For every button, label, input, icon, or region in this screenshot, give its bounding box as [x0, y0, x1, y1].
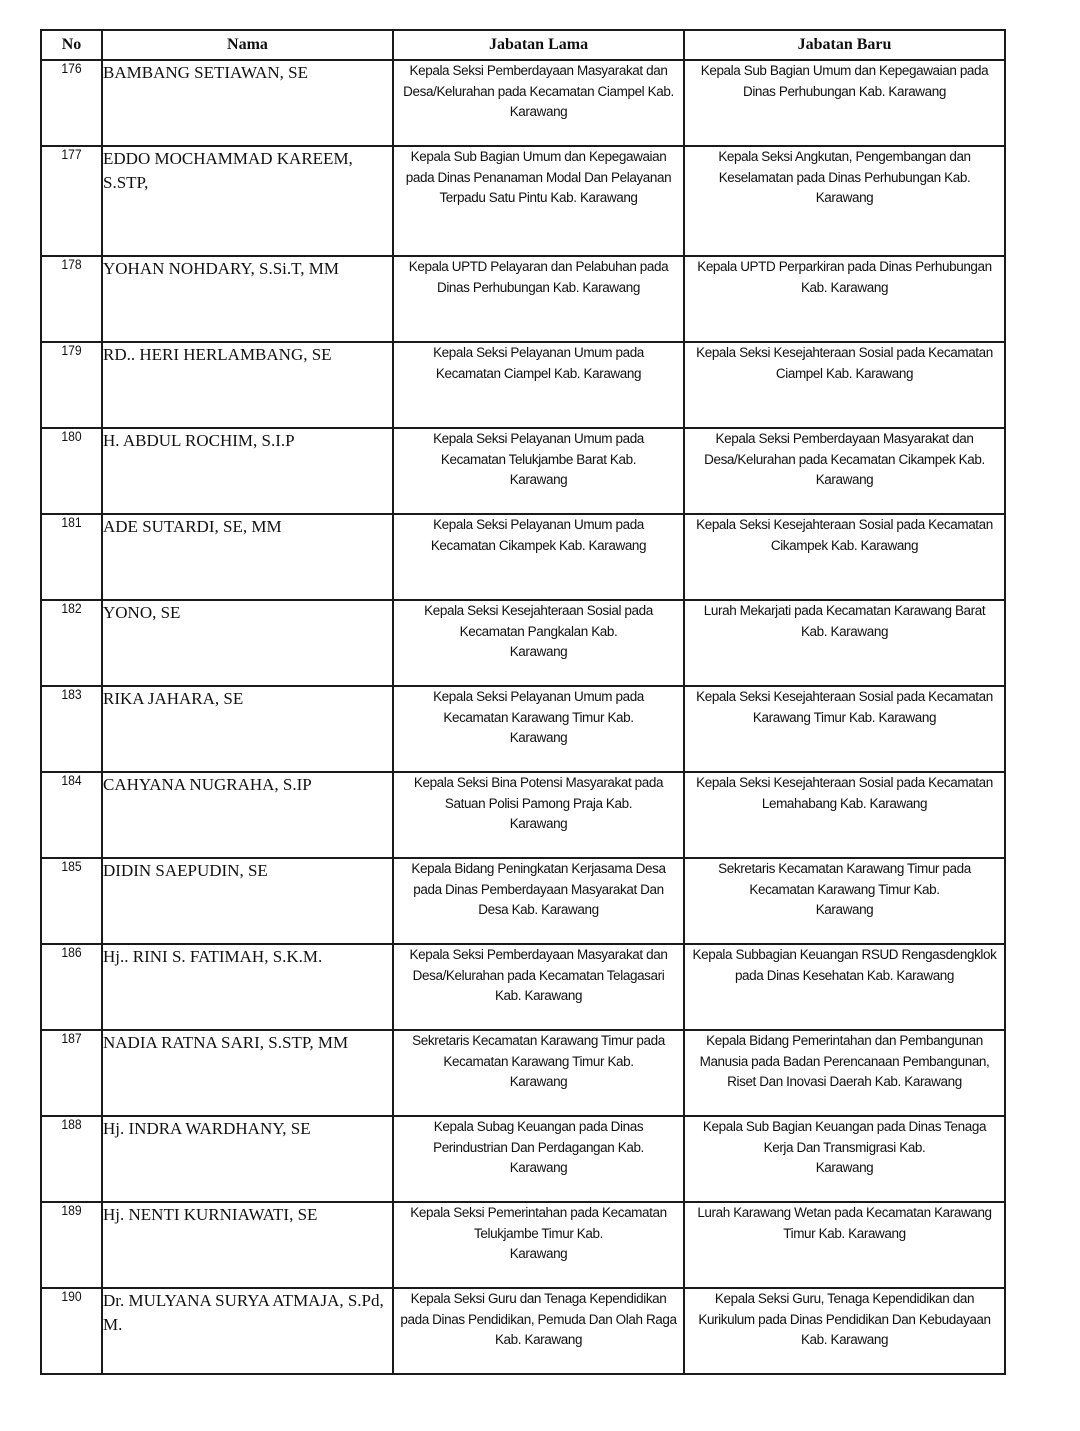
cell-no: 184 — [44, 772, 99, 858]
cell-no: 181 — [44, 514, 99, 600]
table-row — [41, 1202, 1005, 1288]
cell-jabatan-baru: Lurah Mekarjati pada Kecamatan Karawang Barat Kab. Karawang — [684, 600, 1005, 686]
cell-no: 183 — [44, 686, 99, 772]
cell-jabatan-baru: Kepala Seksi Kesejahteraan Sosial pada Kecamatan Lemahabang Kab. Karawang — [684, 772, 1005, 858]
cell-nama: BAMBANG SETIAWAN, SE — [102, 60, 393, 146]
header-nama: Nama — [102, 30, 393, 60]
cell-nama: EDDO MOCHAMMAD KAREEM, S.STP, — [102, 146, 393, 256]
cell-jabatan-lama: Kepala Seksi Pemberdayaan Masyarakat dan Desa/Kelurahan pada Kecamatan Telagasari Kab. Karawang — [393, 944, 684, 1030]
cell-nama: CAHYANA NUGRAHA, S.IP — [102, 772, 393, 858]
cell-jabatan-lama: Sekretaris Kecamatan Karawang Timur pada Kecamatan Karawang Timur Kab. Karawang — [393, 1030, 684, 1116]
header-no: No — [41, 30, 102, 60]
cell-jabatan-lama: Kepala Seksi Guru dan Tenaga Kependidikan pada Dinas Pendidikan, Pemuda Dan Olah Raga Kab. Karawang — [393, 1288, 684, 1374]
cell-no: 187 — [44, 1030, 99, 1116]
table-row — [41, 1288, 1005, 1374]
cell-jabatan-lama: Kepala Sub Bagian Umum dan Kepegawaian pada Dinas Penanaman Modal Dan Pelayanan Terpadu Satu Pintu Kab. Karawang — [393, 146, 684, 256]
cell-no: 190 — [44, 1288, 99, 1374]
cell-jabatan-lama: Kepala Seksi Bina Potensi Masyarakat pada Satuan Polisi Pamong Praja Kab. Karawang — [393, 772, 684, 858]
cell-jabatan-baru: Kepala Bidang Pemerintahan dan Pembangunan Manusia pada Badan Perencanaan Pembangunan, Riset Dan Inovasi Daerah Kab. Karawang — [684, 1030, 1005, 1116]
table-row — [41, 256, 1005, 342]
cell-jabatan-baru: Kepala Seksi Kesejahteraan Sosial pada Kecamatan Cikampek Kab. Karawang — [684, 514, 1005, 600]
table-header-row — [41, 30, 1005, 60]
cell-no: 189 — [44, 1202, 99, 1288]
table-row — [41, 1116, 1005, 1202]
cell-jabatan-baru: Kepala Seksi Kesejahteraan Sosial pada Kecamatan Ciampel Kab. Karawang — [684, 342, 1005, 428]
cell-jabatan-baru: Kepala Seksi Pemberdayaan Masyarakat dan Desa/Kelurahan pada Kecamatan Cikampek Kab. Karawang — [684, 428, 1005, 514]
cell-no: 179 — [44, 342, 99, 428]
cell-no: 178 — [44, 256, 99, 342]
cell-jabatan-lama: Kepala Seksi Kesejahteraan Sosial pada Kecamatan Pangkalan Kab. Karawang — [393, 600, 684, 686]
table-row — [41, 1030, 1005, 1116]
cell-jabatan-baru: Sekretaris Kecamatan Karawang Timur pada Kecamatan Karawang Timur Kab. Karawang — [684, 858, 1005, 944]
cell-jabatan-baru: Kepala Sub Bagian Keuangan pada Dinas Tenaga Kerja Dan Transmigrasi Kab. Karawang — [684, 1116, 1005, 1202]
cell-nama: RIKA JAHARA, SE — [102, 686, 393, 772]
table-row — [41, 686, 1005, 772]
table-row — [41, 600, 1005, 686]
cell-no: 182 — [44, 600, 99, 686]
cell-nama: RD.. HERI HERLAMBANG, SE — [102, 342, 393, 428]
table-row — [41, 342, 1005, 428]
cell-no: 188 — [44, 1116, 99, 1202]
cell-jabatan-lama: Kepala Seksi Pelayanan Umum pada Kecamatan Ciampel Kab. Karawang — [393, 342, 684, 428]
cell-nama: NADIA RATNA SARI, S.STP, MM — [102, 1030, 393, 1116]
table-row — [41, 858, 1005, 944]
cell-nama: ADE SUTARDI, SE, MM — [102, 514, 393, 600]
table-row — [41, 146, 1005, 256]
table-row — [41, 772, 1005, 858]
cell-jabatan-lama: Kepala Subag Keuangan pada Dinas Perindustrian Dan Perdagangan Kab. Karawang — [393, 1116, 684, 1202]
cell-jabatan-baru: Lurah Karawang Wetan pada Kecamatan Karawang Timur Kab. Karawang — [684, 1202, 1005, 1288]
cell-jabatan-baru: Kepala Seksi Angkutan, Pengembangan dan Keselamatan pada Dinas Perhubungan Kab. Karawang — [684, 146, 1005, 256]
table-row — [41, 428, 1005, 514]
cell-jabatan-baru: Kepala Sub Bagian Umum dan Kepegawaian pada Dinas Perhubungan Kab. Karawang — [684, 60, 1005, 146]
cell-jabatan-lama: Kepala Seksi Pemberdayaan Masyarakat dan Desa/Kelurahan pada Kecamatan Ciampel Kab. Karawang — [393, 60, 684, 146]
position-transfer-table — [40, 29, 1006, 1375]
cell-jabatan-lama: Kepala Seksi Pelayanan Umum pada Kecamatan Telukjambe Barat Kab. Karawang — [393, 428, 684, 514]
cell-nama: Hj. INDRA WARDHANY, SE — [102, 1116, 393, 1202]
table-row — [41, 514, 1005, 600]
cell-jabatan-baru: Kepala Subbagian Keuangan RSUD Rengasdengklok pada Dinas Kesehatan Kab. Karawang — [684, 944, 1005, 1030]
cell-nama: Hj. NENTI KURNIAWATI, SE — [102, 1202, 393, 1288]
cell-no: 180 — [44, 428, 99, 514]
table-row — [41, 944, 1005, 1030]
cell-jabatan-baru: Kepala UPTD Perparkiran pada Dinas Perhubungan Kab. Karawang — [684, 256, 1005, 342]
cell-nama: Dr. MULYANA SURYA ATMAJA, S.Pd, M. — [102, 1288, 393, 1374]
cell-nama: H. ABDUL ROCHIM, S.I.P — [102, 428, 393, 514]
cell-nama: DIDIN SAEPUDIN, SE — [102, 858, 393, 944]
cell-jabatan-lama: Kepala Seksi Pelayanan Umum pada Kecamatan Cikampek Kab. Karawang — [393, 514, 684, 600]
cell-no: 176 — [44, 60, 99, 146]
cell-jabatan-lama: Kepala UPTD Pelayaran dan Pelabuhan pada Dinas Perhubungan Kab. Karawang — [393, 256, 684, 342]
cell-nama: YONO, SE — [102, 600, 393, 686]
cell-jabatan-baru: Kepala Seksi Guru, Tenaga Kependidikan dan Kurikulum pada Dinas Pendidikan Dan Kebudayaan Kab. Karawang — [684, 1288, 1005, 1374]
cell-no: 186 — [44, 944, 99, 1030]
cell-nama: Hj.. RINI S. FATIMAH, S.K.M. — [102, 944, 393, 1030]
header-jabatan-lama: Jabatan Lama — [393, 30, 684, 60]
cell-jabatan-baru: Kepala Seksi Kesejahteraan Sosial pada Kecamatan Karawang Timur Kab. Karawang — [684, 686, 1005, 772]
table-row — [41, 60, 1005, 146]
cell-no: 185 — [44, 858, 99, 944]
cell-jabatan-lama: Kepala Seksi Pemerintahan pada Kecamatan Telukjambe Timur Kab. Karawang — [393, 1202, 684, 1288]
cell-jabatan-lama: Kepala Bidang Peningkatan Kerjasama Desa pada Dinas Pemberdayaan Masyarakat Dan Desa Kab. Karawang — [393, 858, 684, 944]
cell-no: 177 — [44, 146, 99, 256]
header-jabatan-baru: Jabatan Baru — [684, 30, 1005, 60]
cell-jabatan-lama: Kepala Seksi Pelayanan Umum pada Kecamatan Karawang Timur Kab. Karawang — [393, 686, 684, 772]
cell-nama: YOHAN NOHDARY, S.Si.T, MM — [102, 256, 393, 342]
